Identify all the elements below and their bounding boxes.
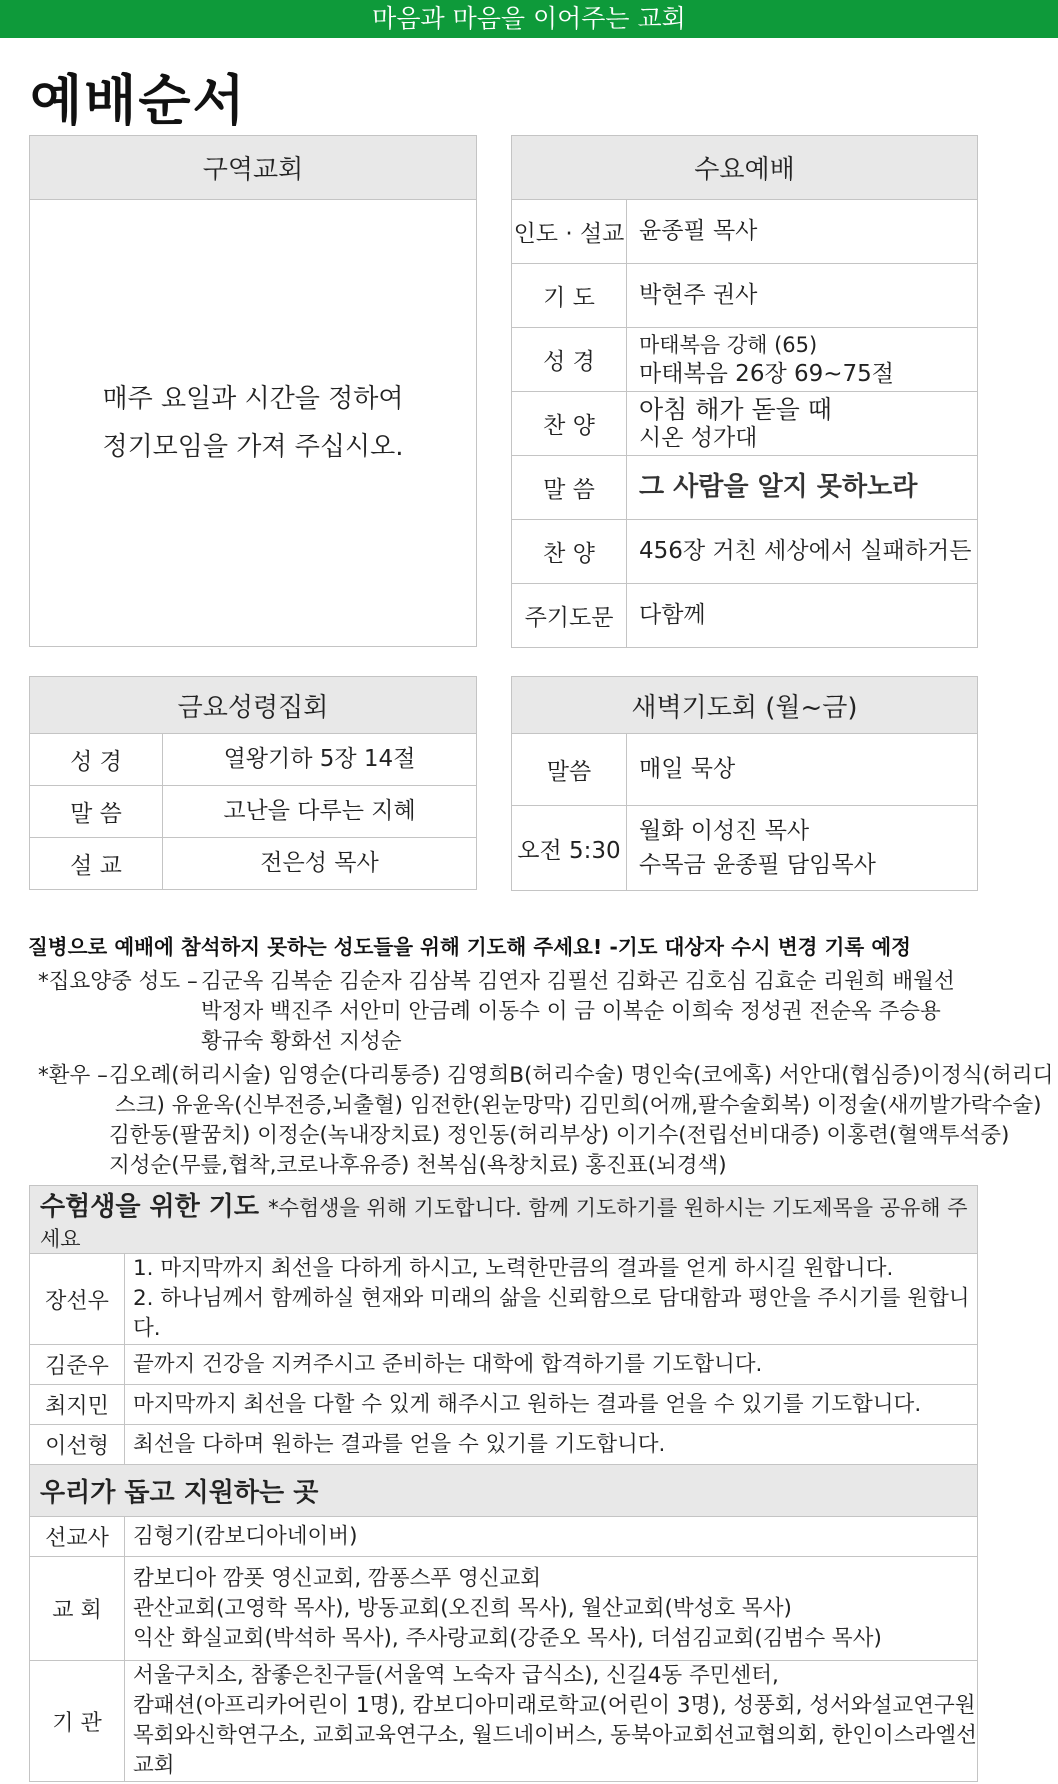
row-label: 찬 양 xyxy=(512,520,627,584)
student-name: 최지민 xyxy=(30,1385,125,1425)
dawn-header: 새벽기도회 (월~금) xyxy=(512,677,978,734)
convalescent-label: *집요양중 성도 – xyxy=(38,969,198,994)
student-prayer: 최선을 다하며 원하는 결과를 얻을 수 있기를 기도합니다. xyxy=(125,1425,978,1465)
row-label: 오전 5:30 xyxy=(512,806,627,891)
table-row xyxy=(512,392,978,456)
list-item: 익산 화실교회(박석하 목사), 주사랑교회(강준오 목사), 더섬김교회(김범수 목사) xyxy=(133,1625,882,1651)
dawn-table xyxy=(511,676,978,891)
row-label: 성 경 xyxy=(512,328,627,392)
support-label: 기 관 xyxy=(30,1661,125,1782)
row-label: 말 씀 xyxy=(30,786,163,838)
missionary: 김형기(캄보디아네이버) xyxy=(125,1517,978,1557)
praise-choir: 시온 성가대 xyxy=(639,424,758,451)
table-row xyxy=(30,734,477,786)
lords-prayer: 다함께 xyxy=(627,584,978,648)
table-row xyxy=(512,456,978,520)
exam-section-header xyxy=(30,1186,978,1254)
table-row xyxy=(512,520,978,584)
table-row xyxy=(512,264,978,328)
table-row xyxy=(30,786,477,838)
list-item: 서울구치소, 참좋은친구들(서울역 노숙자 급식소), 신길4동 주민센터, xyxy=(133,1663,779,1688)
scripture xyxy=(627,328,978,392)
row-label: 성 경 xyxy=(30,734,163,786)
row-label: 인도 · 설교 xyxy=(512,200,627,264)
wednesday-table xyxy=(511,135,978,648)
table-row xyxy=(30,1557,978,1661)
list-item: 황규숙 황화선 지성순 xyxy=(201,1029,402,1054)
top-banner: 마음과 마음을 이어주는 교회 xyxy=(0,0,1058,38)
patients-list xyxy=(109,1061,1053,1181)
table-row xyxy=(30,1517,978,1557)
list-item: 캄보디아 깜폿 영신교회, 깜퐁스푸 영신교회 xyxy=(133,1565,542,1591)
scripture-passage: 마태복음 26장 69~75절 xyxy=(639,360,895,387)
row-label: 기 도 xyxy=(512,264,627,328)
wednesday-header: 수요예배 xyxy=(512,136,978,200)
hymn: 456장 거친 세상에서 실패하거든 xyxy=(627,520,978,584)
list-item: 스크) 유윤옥(신부전증,뇌출혈) 임전한(왼눈망막) 김민희(어깨,팔수술회복) 이정술(새끼발가락수술) xyxy=(115,1093,1042,1118)
dawn-leaders xyxy=(627,806,978,891)
row-label: 주기도문 xyxy=(512,584,627,648)
district-line-1: 매주 요일과 시간을 정하여 xyxy=(102,384,404,414)
table-row xyxy=(512,200,978,264)
district-table xyxy=(29,135,477,647)
list-item: 김한동(팔꿈치) 이정순(녹내장치료) 정인동(허리부상) 이기수(전립선비대증) 이홍련(혈액투석중) xyxy=(109,1123,1010,1148)
exam-note: *수험생을 위해 기도합니다. 함께 기도하기를 원하시는 기도제목을 공유해 주세요 xyxy=(40,1196,968,1251)
support-label: 교 회 xyxy=(30,1557,125,1661)
scripture-series: 마태복음 강해 (65) xyxy=(639,332,818,357)
prayer-line: 1. 마지막까지 최선을 다하게 하시고, 노력한만큼의 결과를 얻게 하시길 원합니다. xyxy=(133,1256,894,1281)
student-name: 이선형 xyxy=(30,1425,125,1465)
exam-title: 수험생을 위한 기도 xyxy=(40,1192,260,1222)
table-row xyxy=(30,1254,978,1345)
friday-sermon: 고난을 다루는 지혜 xyxy=(163,786,477,838)
dawn-leader-2: 수목금 윤종필 담임목사 xyxy=(639,852,876,878)
dawn-leader-1: 월화 이성진 목사 xyxy=(639,818,810,844)
student-prayer: 끝까지 건강을 지켜주시고 준비하는 대학에 합격하기를 기도합니다. xyxy=(125,1345,978,1385)
row-label: 설 교 xyxy=(30,838,163,890)
student-prayer: 마지막까지 최선을 다할 수 있게 해주시고 원하는 결과를 얻을 수 있기를 기도합니다. xyxy=(125,1385,978,1425)
leader-preacher: 윤종필 목사 xyxy=(627,200,978,264)
district-body xyxy=(30,200,477,647)
list-item: 캄패션(아프리카어린이 1명), 캄보디아미래로학교(어린이 3명), 성풍회, 성서와설교연구원 xyxy=(133,1693,976,1718)
friday-preacher: 전은성 목사 xyxy=(163,838,477,890)
friday-table xyxy=(29,676,477,890)
row-label: 말씀 xyxy=(512,734,627,806)
district-line-2: 정기모임을 가져 주십시오. xyxy=(102,432,404,462)
table-row xyxy=(512,806,978,891)
prayer-heading: 질병으로 예배에 참석하지 못하는 성도들을 위해 기도해 주세요! -기도 대상자 수시 변경 기록 예정 xyxy=(28,935,911,959)
list-item: 지성순(무릎,협착,코로나후유증) 천복심(욕창치료) 홍진표(뇌경색) xyxy=(109,1153,727,1178)
list-item: 관산교회(고영학 목사), 방동교회(오진희 목사), 월산교회(박성호 목사) xyxy=(133,1595,792,1621)
dawn-word: 매일 묵상 xyxy=(627,734,978,806)
table-row xyxy=(30,838,477,890)
table-row xyxy=(30,1345,978,1385)
praise-title: 아침 해가 돋을 때 xyxy=(639,394,832,424)
list-item: 김오례(허리시술) 임영순(다리통증) 김영희B(허리수술) 명인숙(코에혹) 서안대(협심증)이정식(허리디 xyxy=(109,1063,1054,1088)
table-row xyxy=(30,1385,978,1425)
prayer-leader: 박현주 권사 xyxy=(627,264,978,328)
sermon-title: 그 사람을 알지 못하노라 xyxy=(627,456,978,520)
table-row xyxy=(30,1425,978,1465)
friday-header: 금요성령집회 xyxy=(30,677,477,734)
supported-churches xyxy=(125,1557,978,1661)
list-item: 목회와신학연구소, 교회교육연구소, 월드네이버스, 동북아교회선교협의회, 한인이스라엘선교회 xyxy=(133,1723,977,1778)
list-item: 김군옥 김복순 김순자 김삼복 김연자 김필선 김화곤 김호심 김효순 리원희 배월선 xyxy=(201,969,955,994)
exam-support-table xyxy=(29,1185,978,1782)
support-section-header: 우리가 돕고 지원하는 곳 xyxy=(30,1465,978,1517)
row-label: 말 씀 xyxy=(512,456,627,520)
table-row xyxy=(512,584,978,648)
praise xyxy=(627,392,978,456)
district-header: 구역교회 xyxy=(30,136,477,200)
prayer-line: 2. 하나님께서 함께하실 현재와 미래의 삶을 신뢰함으로 담대함과 평안을 주시기를 원합니다. xyxy=(133,1286,970,1341)
table-row xyxy=(30,1661,978,1782)
student-prayer xyxy=(125,1254,978,1345)
table-row xyxy=(512,734,978,806)
support-label: 선교사 xyxy=(30,1517,125,1557)
friday-scripture: 열왕기하 5장 14절 xyxy=(163,734,477,786)
patients-label: *환우 – xyxy=(38,1063,108,1088)
page-title: 예배순서 xyxy=(30,69,247,132)
convalescent-list xyxy=(201,967,955,1057)
table-row xyxy=(512,328,978,392)
student-name: 장선우 xyxy=(30,1254,125,1345)
row-label: 찬 양 xyxy=(512,392,627,456)
supported-organizations xyxy=(125,1661,978,1782)
student-name: 김준우 xyxy=(30,1345,125,1385)
list-item: 박정자 백진주 서안미 안금례 이동수 이 금 이복순 이희숙 정성권 전순옥 주승용 xyxy=(201,999,941,1024)
